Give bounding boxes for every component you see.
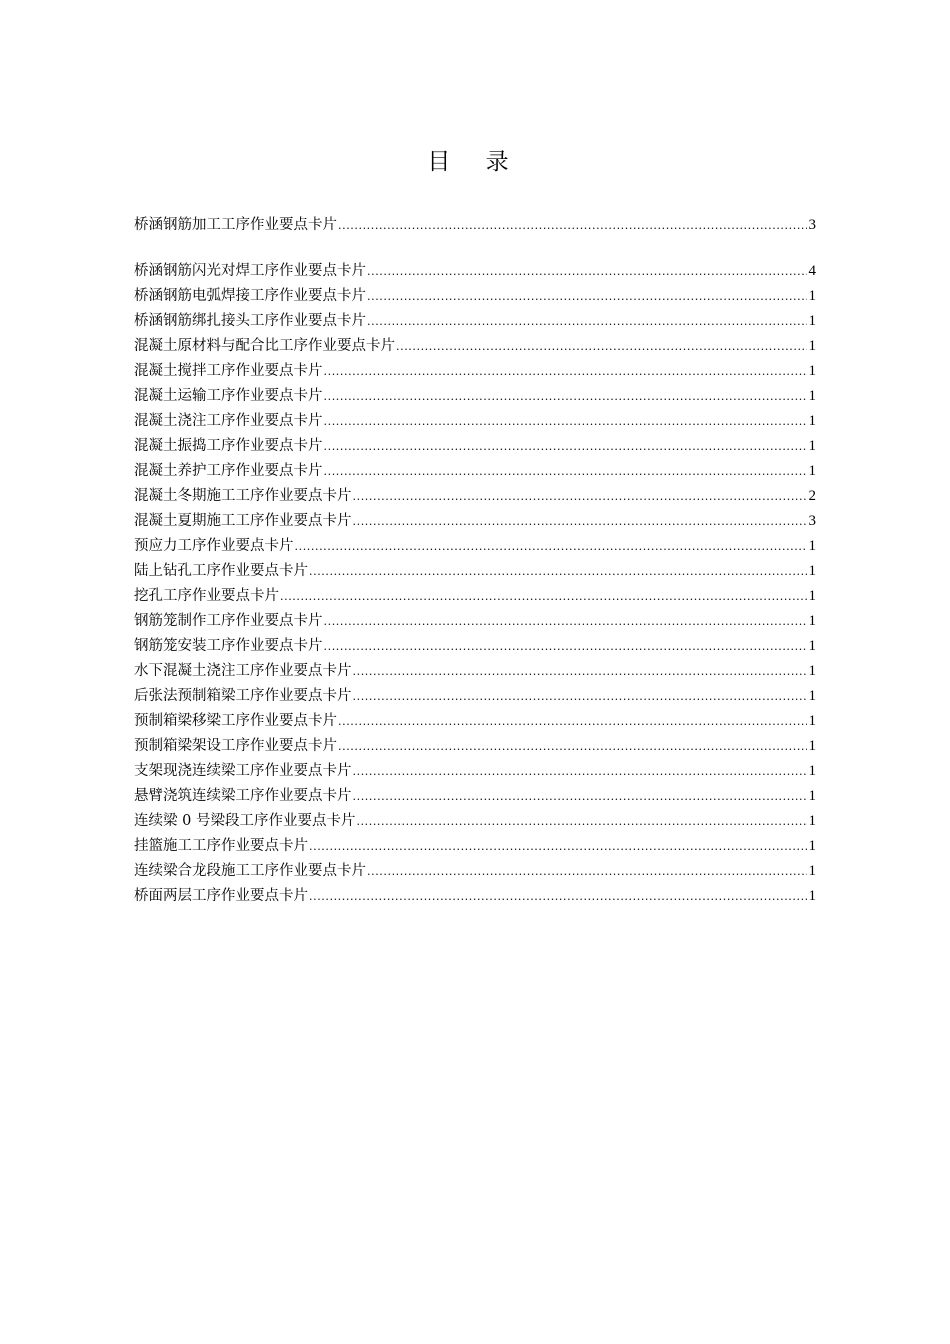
toc-entry[interactable] [134,359,816,384]
toc-entry[interactable] [134,634,816,659]
toc-entry-label: 支架现浇连续梁工序作业要点卡片 [134,763,352,779]
toc-entry-page-number: 4 [808,263,816,279]
toc-entry-label: 桥涵钢筋闪光对焊工序作业要点卡片 [134,263,366,279]
toc-entry-page-number: 1 [808,638,816,654]
toc-entry-label: 预制箱梁移梁工序作业要点卡片 [134,713,337,729]
toc-entry[interactable] [134,609,816,634]
toc-dot-leader [309,884,807,909]
toc-entry-page-number: 1 [808,588,816,604]
toc-entry[interactable] [134,434,816,459]
toc-dot-leader [324,384,808,409]
toc-dot-leader [353,759,808,784]
toc-entry[interactable] [134,759,816,784]
toc-entry[interactable] [134,284,816,309]
toc-list [134,213,816,909]
toc-entry-label: 混凝土浇注工序作业要点卡片 [134,413,323,429]
toc-dot-leader [309,834,807,859]
toc-entry-page-number: 1 [808,363,816,379]
toc-dot-leader [356,809,807,834]
toc-entry-page-number: 1 [808,438,816,454]
toc-dot-leader [353,659,808,684]
toc-dot-leader [367,859,807,884]
toc-entry[interactable] [134,509,816,534]
toc-entry-page-number: 1 [808,463,816,479]
toc-entry[interactable] [134,734,816,759]
toc-entry[interactable] [134,584,816,609]
toc-entry-page-number: 1 [808,713,816,729]
toc-dot-leader [353,509,808,534]
toc-dot-leader [353,784,808,809]
toc-dot-leader [324,459,808,484]
toc-entry[interactable] [134,884,816,909]
toc-entry-label: 连续梁合龙段施工工序作业要点卡片 [134,863,366,879]
toc-dot-leader [338,709,807,734]
toc-entry-page-number: 1 [808,838,816,854]
toc-dot-leader [353,484,808,509]
toc-entry-page-number: 3 [808,217,816,233]
toc-entry[interactable] [134,559,816,584]
toc-entry[interactable] [134,659,816,684]
toc-entry[interactable] [134,259,816,284]
toc-entry-label: 预制箱梁架设工序作业要点卡片 [134,738,337,754]
toc-dot-leader [324,634,808,659]
toc-entry-page-number: 1 [808,313,816,329]
toc-dot-leader [324,409,808,434]
toc-entry-label: 陆上钻孔工序作业要点卡片 [134,563,308,579]
toc-entry-label: 钢筋笼安装工序作业要点卡片 [134,638,323,654]
toc-entry-page-number: 1 [808,763,816,779]
toc-entry-page-number: 1 [808,538,816,554]
toc-entry-label: 悬臂浇筑连续梁工序作业要点卡片 [134,788,352,804]
toc-entry[interactable] [134,213,816,238]
toc-entry[interactable] [134,709,816,734]
toc-entry[interactable] [134,834,816,859]
toc-entry-label: 混凝土养护工序作业要点卡片 [134,463,323,479]
toc-entry[interactable] [134,309,816,334]
toc-dot-leader [324,434,808,459]
toc-entry-label: 桥涵钢筋电弧焊接工序作业要点卡片 [134,288,366,304]
toc-entry-page-number: 1 [808,388,816,404]
toc-entry-label: 桥涵钢筋绑扎接头工序作业要点卡片 [134,313,366,329]
toc-entry-label: 预应力工序作业要点卡片 [134,538,294,554]
toc-entry-label: 混凝土夏期施工工序作业要点卡片 [134,513,352,529]
toc-entry-page-number: 1 [808,338,816,354]
toc-entry-page-number: 1 [808,663,816,679]
toc-entry-page-number: 1 [808,888,816,904]
toc-title: 目 录 [427,149,523,175]
toc-dot-leader [324,359,808,384]
toc-dot-leader [338,213,807,238]
toc-entry-page-number: 1 [808,563,816,579]
toc-entry-label: 后张法预制箱梁工序作业要点卡片 [134,688,352,704]
toc-entry-page-number: 1 [808,738,816,754]
toc-entry-page-number: 2 [808,488,816,504]
toc-entry-label: 挖孔工序作业要点卡片 [134,588,279,604]
toc-dot-leader [295,534,808,559]
toc-entry-label: 挂篮施工工序作业要点卡片 [134,838,308,854]
toc-entry-page-number: 1 [808,788,816,804]
toc-dot-leader [280,584,807,609]
toc-dot-leader [338,734,807,759]
toc-entry[interactable] [134,459,816,484]
toc-entry-page-number: 1 [808,863,816,879]
toc-entry-label: 混凝土冬期施工工序作业要点卡片 [134,488,352,504]
toc-entry-label: 混凝土振捣工序作业要点卡片 [134,438,323,454]
toc-dot-leader [367,309,807,334]
toc-dot-leader [396,334,807,359]
toc-entry-label: 桥面两层工序作业要点卡片 [134,888,308,904]
toc-entry-label: 混凝土运输工序作业要点卡片 [134,388,323,404]
toc-dot-leader [367,284,807,309]
toc-entry-label: 钢筋笼制作工序作业要点卡片 [134,613,323,629]
toc-dot-leader [367,259,807,284]
toc-entry-label: 混凝土搅拌工序作业要点卡片 [134,363,323,379]
toc-entry[interactable] [134,534,816,559]
toc-entry[interactable] [134,809,816,834]
toc-entry-page-number: 1 [808,688,816,704]
toc-entry-page-number: 1 [808,813,816,829]
toc-dot-leader [309,559,807,584]
toc-entry-label: 水下混凝土浇注工序作业要点卡片 [134,663,352,679]
toc-dot-leader [324,609,808,634]
toc-entry[interactable] [134,859,816,884]
toc-entry[interactable] [134,384,816,409]
toc-entry-label: 连续梁 0 号梁段工序作业要点卡片 [134,813,356,829]
toc-entry-label: 混凝土原材料与配合比工序作业要点卡片 [134,338,395,354]
toc-entry-page-number: 1 [808,413,816,429]
toc-entry[interactable] [134,334,816,359]
toc-entry-page-number: 1 [808,613,816,629]
toc-entry-page-number: 1 [808,288,816,304]
toc-entry[interactable] [134,784,816,809]
toc-entry[interactable] [134,484,816,509]
toc-entry[interactable] [134,684,816,709]
toc-entry-page-number: 3 [808,513,816,529]
toc-entry-label: 桥涵钢筋加工工序作业要点卡片 [134,217,337,233]
toc-entry[interactable] [134,409,816,434]
toc-dot-leader [353,684,808,709]
